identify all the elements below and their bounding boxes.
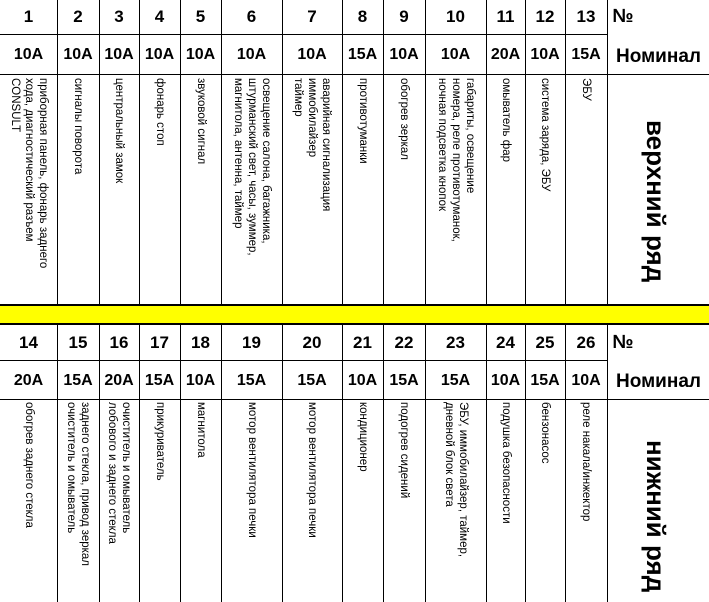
- fuse-rating: 15A: [236, 371, 267, 389]
- fuse-rating: 15A: [571, 46, 601, 63]
- fuse-description: аварийная сигнализация: [320, 78, 332, 212]
- grid-line-vertical: [180, 324, 181, 602]
- fuse-description: штурманский свет, часы, зуммер,: [246, 78, 258, 256]
- fuse-number: 10: [446, 7, 465, 26]
- fuse-rating: 10A: [490, 371, 521, 389]
- fuse-description: иммобилайзер: [306, 78, 318, 158]
- fuse-number: 13: [576, 7, 596, 26]
- grid-line-vertical: [221, 324, 222, 602]
- fuse-rating: 10A: [104, 46, 134, 63]
- grid-line-vertical: [525, 324, 526, 602]
- grid-line-vertical: [99, 0, 100, 305]
- fuse-description: таймер: [292, 78, 304, 117]
- fuse-rating: 15A: [297, 371, 327, 389]
- grid-line-horizontal: [0, 34, 607, 35]
- grid-line-horizontal: [0, 399, 709, 400]
- grid-line-horizontal: [0, 323, 709, 325]
- fuse-rating: 15A: [440, 371, 471, 389]
- fuse-description: реле накала/инжектор: [580, 402, 592, 522]
- fuse-number: 18: [191, 333, 210, 352]
- fuse-description: обогрев заднего стекла: [23, 402, 35, 528]
- fuse-number: 17: [150, 333, 169, 352]
- grid-line-vertical: [57, 0, 58, 305]
- bottom-row-label: нижний ряд: [641, 440, 671, 593]
- fuse-description: CONSULT: [9, 78, 21, 133]
- fuse-rating: 15A: [144, 371, 175, 389]
- grid-line-vertical: [282, 0, 283, 305]
- grid-line-vertical: [607, 324, 608, 602]
- fuse-number: 8: [357, 7, 368, 26]
- fuse-description: приборная панель, фонарь заднего: [37, 78, 49, 269]
- grid-line-vertical: [425, 324, 426, 602]
- fuse-description: ЭБУ, иммобилайзер, таймер,: [457, 402, 469, 558]
- fuse-description: прикуриватель: [154, 402, 166, 481]
- fuse-number: 1: [23, 7, 34, 26]
- fuse-rating: 10A: [440, 46, 471, 63]
- grid-line-vertical: [486, 0, 487, 305]
- grid-line-vertical: [425, 0, 426, 305]
- fuse-number: 22: [394, 333, 414, 352]
- fuse-rating: 20A: [13, 371, 44, 389]
- fuse-number: 26: [576, 333, 596, 352]
- grid-line-vertical: [342, 324, 343, 602]
- fuse-rating: 15A: [389, 371, 419, 389]
- fuse-number: 11: [496, 7, 515, 26]
- fuse-rating: 10A: [530, 46, 560, 63]
- fuse-number: 16: [109, 333, 129, 352]
- fuse-rating: 10A: [185, 371, 216, 389]
- fuse-description: центральный замок: [113, 78, 125, 184]
- fuse-number: 12: [535, 7, 555, 26]
- fuse-number: 4: [154, 7, 165, 26]
- fuse-number: 2: [73, 7, 83, 26]
- fuse-rating: 10A: [185, 46, 216, 63]
- grid-line-vertical: [282, 324, 283, 602]
- top-rating-header: Номинал: [616, 46, 701, 67]
- fuse-rating: 20A: [104, 371, 134, 389]
- fuse-rating: 15A: [347, 46, 378, 63]
- fuse-description: фонарь стоп: [154, 78, 166, 146]
- fuse-number: 6: [246, 7, 257, 26]
- grid-line-vertical: [607, 0, 608, 305]
- grid-line-horizontal: [0, 304, 709, 306]
- fuse-description: обогрев зеркал: [398, 78, 410, 160]
- fuse-number: 5: [195, 7, 206, 26]
- fuse-rating: 15A: [530, 371, 560, 389]
- fuse-rating: 10A: [347, 371, 378, 389]
- fuse-description: подушка безопасности: [500, 402, 512, 524]
- fuse-description: очиститель и омыватель: [120, 402, 132, 534]
- fuse-number: 20: [302, 333, 322, 352]
- grid-line-vertical: [57, 324, 58, 602]
- fuse-description: сигналы поворота: [72, 78, 84, 175]
- fuse-description: магнитола, антенна, таймер: [232, 78, 244, 229]
- grid-line-vertical: [180, 0, 181, 305]
- fuse-description: номера, реле противотуманок,: [450, 78, 462, 242]
- grid-line-vertical: [565, 0, 566, 305]
- fuse-description: омыватель фар: [500, 78, 512, 162]
- grid-line-vertical: [139, 0, 140, 305]
- fuse-rating: 10A: [389, 46, 419, 63]
- fuse-description: габариты, освещение: [464, 78, 476, 194]
- separator-bar: [0, 305, 709, 324]
- fuse-rating: 10A: [63, 46, 93, 63]
- fuse-description: лобового и заднего стекла: [106, 402, 118, 544]
- fuse-rating: 20A: [490, 46, 521, 63]
- grid-line-vertical: [565, 324, 566, 602]
- fuse-number: 21: [353, 333, 372, 352]
- fuse-number: 15: [68, 333, 88, 352]
- bottom-number-header: №: [612, 332, 634, 353]
- fuse-description: кондиционер: [357, 402, 369, 472]
- grid-line-vertical: [486, 324, 487, 602]
- grid-line-vertical: [342, 0, 343, 305]
- fuse-number: 24: [496, 333, 515, 352]
- fuse-rating: 10A: [571, 371, 601, 389]
- fuse-description: противотуманки: [357, 78, 369, 164]
- grid-line-vertical: [525, 0, 526, 305]
- fuse-number: 7: [307, 7, 317, 26]
- fuse-description: заднего стекла, привод зеркал: [79, 402, 91, 566]
- fuse-number: 19: [242, 333, 261, 352]
- fuse-description: бензонасос: [539, 402, 551, 464]
- top-row-label: верхний ряд: [641, 120, 671, 283]
- fuse-number: 25: [535, 333, 555, 352]
- fuse-rating: 10A: [144, 46, 175, 63]
- fuse-number: 9: [399, 7, 409, 26]
- fuse-description: хода, диагностический разъем: [23, 78, 35, 242]
- fuse-description: ночная подсветка кнопок: [436, 78, 448, 212]
- fuse-number: 3: [114, 7, 124, 26]
- grid-line-vertical: [383, 0, 384, 305]
- grid-line-horizontal: [0, 360, 607, 361]
- grid-line-vertical: [221, 0, 222, 305]
- fuse-number: 23: [446, 333, 465, 352]
- fuse-rating: 15A: [63, 371, 93, 389]
- fuse-rating: 10A: [236, 46, 267, 63]
- fuse-description: освещение салона, багажника,: [260, 78, 272, 244]
- fuse-rating: 10A: [297, 46, 327, 63]
- fuse-number: 14: [19, 333, 38, 352]
- fuse-description: подогрев сидений: [398, 402, 410, 499]
- grid-line-vertical: [139, 324, 140, 602]
- fuse-description: ЭБУ: [580, 78, 592, 101]
- fuse-description: мотор вентилятора печки: [246, 402, 258, 538]
- fuse-description: мотор вентилятора печки: [306, 402, 318, 538]
- top-number-header: №: [612, 6, 634, 27]
- grid-line-horizontal: [0, 74, 709, 75]
- fuse-description: система заряда, ЭБУ: [539, 78, 551, 192]
- bottom-rating-header: Номинал: [616, 371, 701, 392]
- fuse-description: звуковой сигнал: [195, 78, 207, 165]
- fuse-description: магнитола: [195, 402, 207, 458]
- grid-line-vertical: [99, 324, 100, 602]
- fuse-description: дневной блок света: [443, 402, 455, 507]
- fuse-description: очиститель и омыватель: [65, 402, 77, 534]
- fuse-rating: 10A: [13, 46, 44, 63]
- grid-line-vertical: [383, 324, 384, 602]
